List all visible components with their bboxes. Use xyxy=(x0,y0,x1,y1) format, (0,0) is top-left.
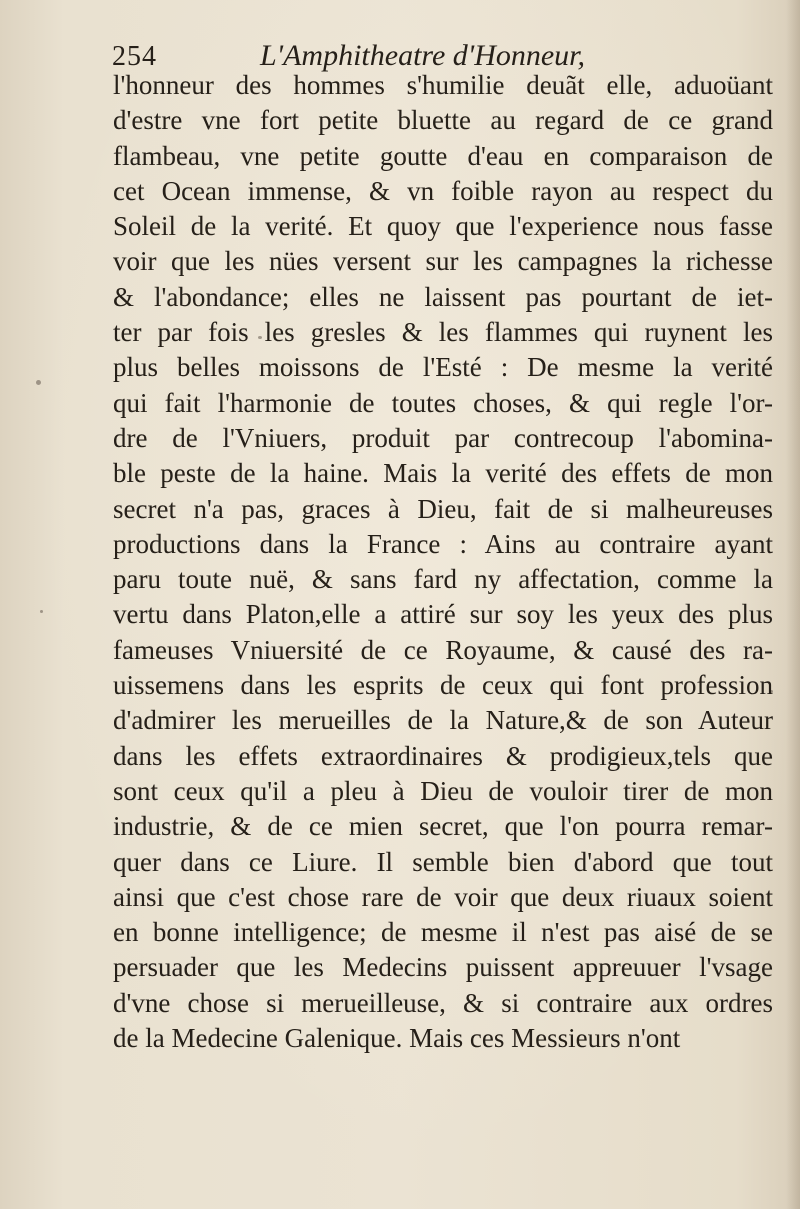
text-line: flambeau, vne petite goutte d'eau en comparaison de xyxy=(113,140,773,171)
text-line: ainsi que c'est chose rare de voir que deux riuaux soient xyxy=(113,881,773,912)
text-line: plus belles moissons de l'Esté : De mesme la verité xyxy=(113,352,773,383)
text-line: d'vne chose si merueilleuse, & si contraire aux ordres xyxy=(113,987,773,1018)
text-line: productions dans la France : Ains au contraire ayant xyxy=(113,528,773,559)
text-line: ble peste de la haine. Mais la verité des effets de mon xyxy=(113,458,773,489)
text-line: Soleil de la verité. Et quoy que l'experience nous fasse xyxy=(113,211,773,242)
text-line: uissemens dans les esprits de ceux qui font profession xyxy=(113,670,773,701)
text-line: de la Medecine Galenique. Mais ces Messieurs n'ont xyxy=(113,1023,681,1054)
text-line: d'admirer les merueilles de la Nature,& de son Auteur xyxy=(113,705,773,736)
text-line: vertu dans Platon,elle a attiré sur soy les yeux des plus xyxy=(113,599,773,630)
ink-speck xyxy=(36,380,41,385)
text-line: secret n'a pas, graces à Dieu, fait de si malheureuses xyxy=(113,493,773,524)
text-line: voir que les nües versent sur les campagnes la richesse xyxy=(113,246,773,277)
text-line: d'estre vne fort petite bluette au regard de ce grand xyxy=(113,105,773,136)
text-line: sont ceux qu'il a pleu à Dieu de vouloir tirer de mon xyxy=(113,775,773,806)
text-line: & l'abondance; elles ne laissent pas pourtant de iet- xyxy=(113,281,773,312)
running-title: L'Amphitheatre d'Honneur, xyxy=(260,39,586,72)
text-line: quer dans ce Liure. Il semble bien d'abord que tout xyxy=(113,846,773,877)
page-number: 254 xyxy=(112,41,157,72)
body-text xyxy=(113,68,773,1056)
text-line: dans les effets extraordinaires & prodigieux,tels que xyxy=(113,740,773,771)
text-line: paru toute nuë, & sans fard ny affectation, comme la xyxy=(113,564,773,595)
text-line: l'honneur des hommes s'humilie deuãt elle, aduoüant xyxy=(113,70,773,100)
text-line: persuader que les Medecins puissent appreuuer l'vsage xyxy=(113,952,773,983)
ink-speck xyxy=(40,610,43,613)
page-edge-shadow xyxy=(786,0,800,1209)
text-line: en bonne intelligence; de mesme il n'est pas aisé de se xyxy=(113,917,773,948)
text-line: cet Ocean immense, & vn foible rayon au respect du xyxy=(113,175,773,206)
text-line: industrie, & de ce mien secret, que l'on pourra remar- xyxy=(113,811,773,842)
text-line: dre de l'Vniuers, produit par contrecoup l'abomina- xyxy=(113,422,773,453)
text-line: qui fait l'harmonie de toutes choses, & qui regle l'or- xyxy=(113,387,773,418)
text-line: fameuses Vniuersité de ce Royaume, & causé des ra- xyxy=(113,634,773,665)
text-line: ter par fois les gresles & les flammes qui ruynent les xyxy=(113,317,773,348)
